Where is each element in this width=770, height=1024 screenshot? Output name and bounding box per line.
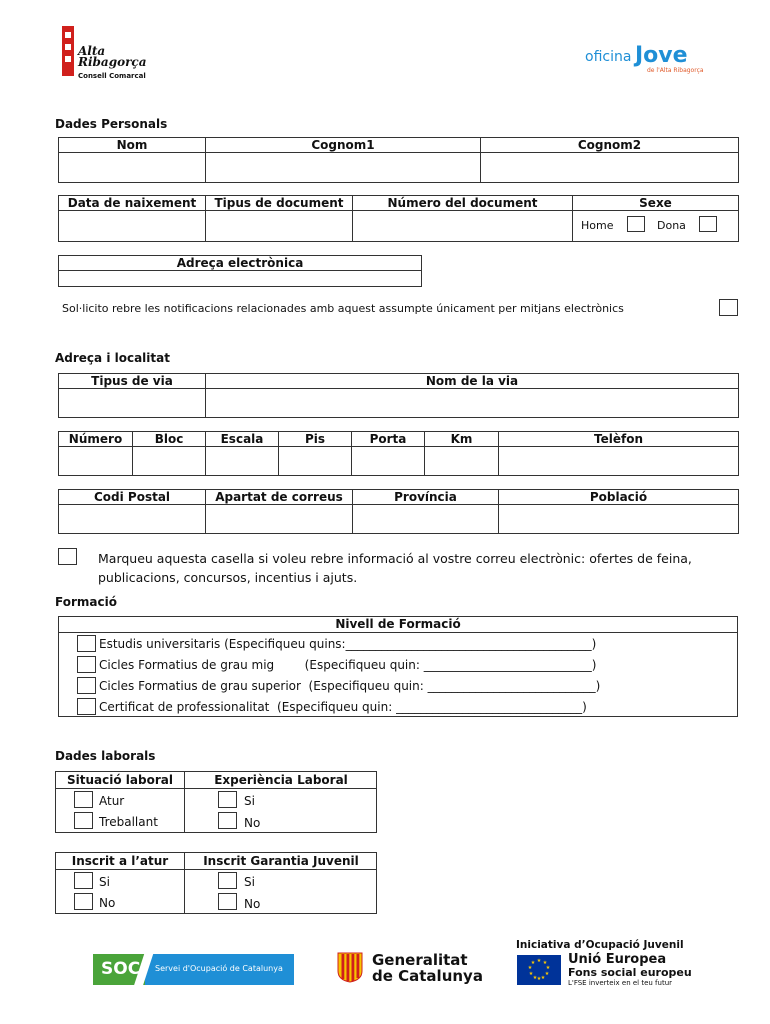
sex-label-dona: Dona — [657, 219, 686, 232]
info-checkbox[interactable] — [58, 548, 77, 565]
field-phone[interactable] — [499, 447, 739, 476]
field-province[interactable] — [353, 505, 499, 534]
svg-text:★: ★ — [530, 960, 536, 966]
sex-home-checkbox[interactable] — [627, 216, 645, 232]
eu-line3: L'FSE inverteix en el teu futur — [568, 979, 673, 987]
field-street-type[interactable] — [59, 389, 206, 418]
tower-icon — [62, 26, 74, 76]
svg-text:★: ★ — [540, 975, 546, 981]
situation-atur-checkbox[interactable] — [74, 791, 93, 808]
alta-ribagorca-logo — [62, 26, 172, 82]
gencat-line2: de Catalunya — [372, 967, 483, 985]
training-high-grade-label: Cicles Formatius de grau superior (Especifiqueu quin: ____________________________) — [99, 679, 601, 693]
field-stair[interactable] — [206, 447, 279, 476]
eu-flag-icon — [517, 955, 561, 985]
personal-name-table — [58, 137, 739, 183]
eu-line2: Fons social europeu — [568, 966, 692, 979]
generalitat-logo — [336, 951, 486, 985]
header-situation: Situació laboral — [67, 773, 173, 787]
eu-line0: Iniciativa d’Ocupació Juvenil — [516, 939, 684, 951]
header-doc-number: Número del document — [353, 196, 573, 211]
svg-text:★: ★ — [532, 975, 538, 981]
svg-text:★: ★ — [536, 976, 542, 982]
logo-line1: Alta — [78, 44, 106, 58]
experience-no-checkbox[interactable] — [218, 812, 237, 829]
catalan-flag-icon — [336, 951, 364, 983]
training-mid-grade-label: Cicles Formatius de grau mig (Especifiqueu quin: ____________________________) — [99, 658, 597, 672]
gencat-line1: Generalitat — [372, 951, 468, 969]
header-nom: Nom — [59, 138, 206, 153]
section-title-address: Adreça i localitat — [55, 351, 170, 365]
header-training-level: Nivell de Formació — [59, 617, 737, 633]
field-number[interactable] — [59, 447, 133, 476]
header-floor: Pis — [279, 432, 352, 447]
training-university-label: Estudis universitaris (Especifiqueu quins:_________________________________________) — [99, 637, 597, 651]
notify-text: Sol·licito rebre les notificacions relacionades amb aquest assumpte únicament per mitjans electrònics — [62, 302, 624, 315]
field-block[interactable] — [133, 447, 206, 476]
header-registered: Inscrit a l’atur — [71, 854, 169, 868]
header-km: Km — [425, 432, 499, 447]
soc-abbr: SOC — [101, 959, 141, 979]
header-cognom1: Cognom1 — [206, 138, 481, 153]
field-birthdate[interactable] — [59, 211, 206, 242]
header-block: Bloc — [133, 432, 206, 447]
header-po-box: Apartat de correus — [206, 490, 353, 505]
header-doc-type: Tipus de document — [206, 196, 353, 211]
youth-no-checkbox[interactable] — [218, 893, 237, 910]
svg-text:★: ★ — [536, 958, 542, 964]
header-birthdate: Data de naixement — [59, 196, 206, 211]
svg-text:★: ★ — [542, 960, 548, 966]
logo-line2: Ribagorça — [78, 55, 147, 69]
header-cognom2: Cognom2 — [481, 138, 739, 153]
youth-yes-checkbox[interactable] — [218, 872, 237, 889]
experience-yes-checkbox[interactable] — [218, 791, 237, 808]
section-title-labor: Dades laborals — [55, 749, 156, 763]
svg-text:★: ★ — [528, 971, 534, 977]
field-sex — [573, 211, 739, 242]
experience-no-label: No — [244, 816, 261, 830]
svg-text:★: ★ — [527, 965, 533, 971]
address-street-table — [58, 373, 739, 418]
info-text-line2: publicacions, concursos, incentius i ajuts. — [98, 570, 358, 585]
field-email[interactable] — [59, 271, 422, 287]
section-title-personal: Dades Personals — [55, 117, 168, 131]
training-certificate-label: Certificat de professionalitat (Especifiqueu quin: _______________________________) — [99, 700, 587, 714]
header-street-type: Tipus de via — [59, 374, 206, 389]
oficina-jove-logo — [585, 45, 735, 77]
address-number-table — [58, 431, 739, 476]
header-street-name: Nom de la via — [206, 374, 739, 389]
header-province: Província — [353, 490, 499, 505]
soc-name: Servei d'Ocupació de Catalunya — [155, 964, 283, 973]
field-nom[interactable] — [59, 153, 206, 183]
notify-checkbox[interactable] — [719, 299, 738, 316]
field-floor[interactable] — [279, 447, 352, 476]
field-doc-number[interactable] — [353, 211, 573, 242]
section-title-training: Formació — [55, 595, 117, 609]
training-certificate-checkbox[interactable] — [77, 698, 96, 715]
header-youth-guarantee: Inscrit Garantia Juvenil — [203, 854, 359, 868]
svg-text:★: ★ — [545, 965, 551, 971]
situation-working-checkbox[interactable] — [74, 812, 93, 829]
email-table — [58, 255, 422, 287]
eu-logo — [514, 939, 724, 989]
youth-no-label: No — [244, 897, 261, 911]
field-cognom2[interactable] — [481, 153, 739, 183]
training-university-checkbox[interactable] — [77, 635, 96, 652]
field-door[interactable] — [352, 447, 425, 476]
registered-yes-label: Si — [99, 875, 110, 889]
field-doc-type[interactable] — [206, 211, 353, 242]
header-postal-code: Codi Postal — [59, 490, 206, 505]
field-km[interactable] — [425, 447, 499, 476]
sex-dona-checkbox[interactable] — [699, 216, 717, 232]
logo-line3: Consell Comarcal — [78, 72, 146, 80]
header-town: Població — [499, 490, 739, 505]
header-number: Número — [59, 432, 133, 447]
header-email: Adreça electrònica — [59, 256, 422, 271]
logo-jove: Jove — [635, 43, 688, 68]
header-stair: Escala — [206, 432, 279, 447]
address-postal-table — [58, 489, 739, 534]
logo-oficina: oficina — [585, 49, 632, 65]
eu-line1: Unió Europea — [568, 952, 667, 967]
header-experience: Experiència Laboral — [214, 773, 348, 787]
header-phone: Telèfon — [499, 432, 739, 447]
header-door: Porta — [352, 432, 425, 447]
personal-doc-table — [58, 195, 739, 242]
field-town[interactable] — [499, 505, 739, 534]
sex-label-home: Home — [581, 219, 614, 232]
registered-no-checkbox[interactable] — [74, 893, 93, 910]
field-po-box[interactable] — [206, 505, 353, 534]
field-cognom1[interactable] — [206, 153, 481, 183]
header-sex: Sexe — [573, 196, 739, 211]
experience-yes-label: Si — [244, 794, 255, 808]
logo-sub: de l'Alta Ribagorça — [647, 67, 704, 74]
field-postal-code[interactable] — [59, 505, 206, 534]
svg-text:★: ★ — [544, 971, 550, 977]
situation-working-label: Treballant — [99, 815, 158, 829]
registered-yes-checkbox[interactable] — [74, 872, 93, 889]
youth-yes-label: Si — [244, 875, 255, 889]
situation-atur-label: Atur — [99, 794, 125, 808]
training-high-grade-checkbox[interactable] — [77, 677, 96, 694]
training-mid-grade-checkbox[interactable] — [77, 656, 96, 673]
info-text-line1: Marqueu aquesta casella si voleu rebre informació al vostre correu electrònic: ofertes de feina, — [98, 551, 692, 566]
registered-no-label: No — [99, 896, 116, 910]
field-street-name[interactable] — [206, 389, 739, 418]
soc-logo — [93, 954, 294, 985]
